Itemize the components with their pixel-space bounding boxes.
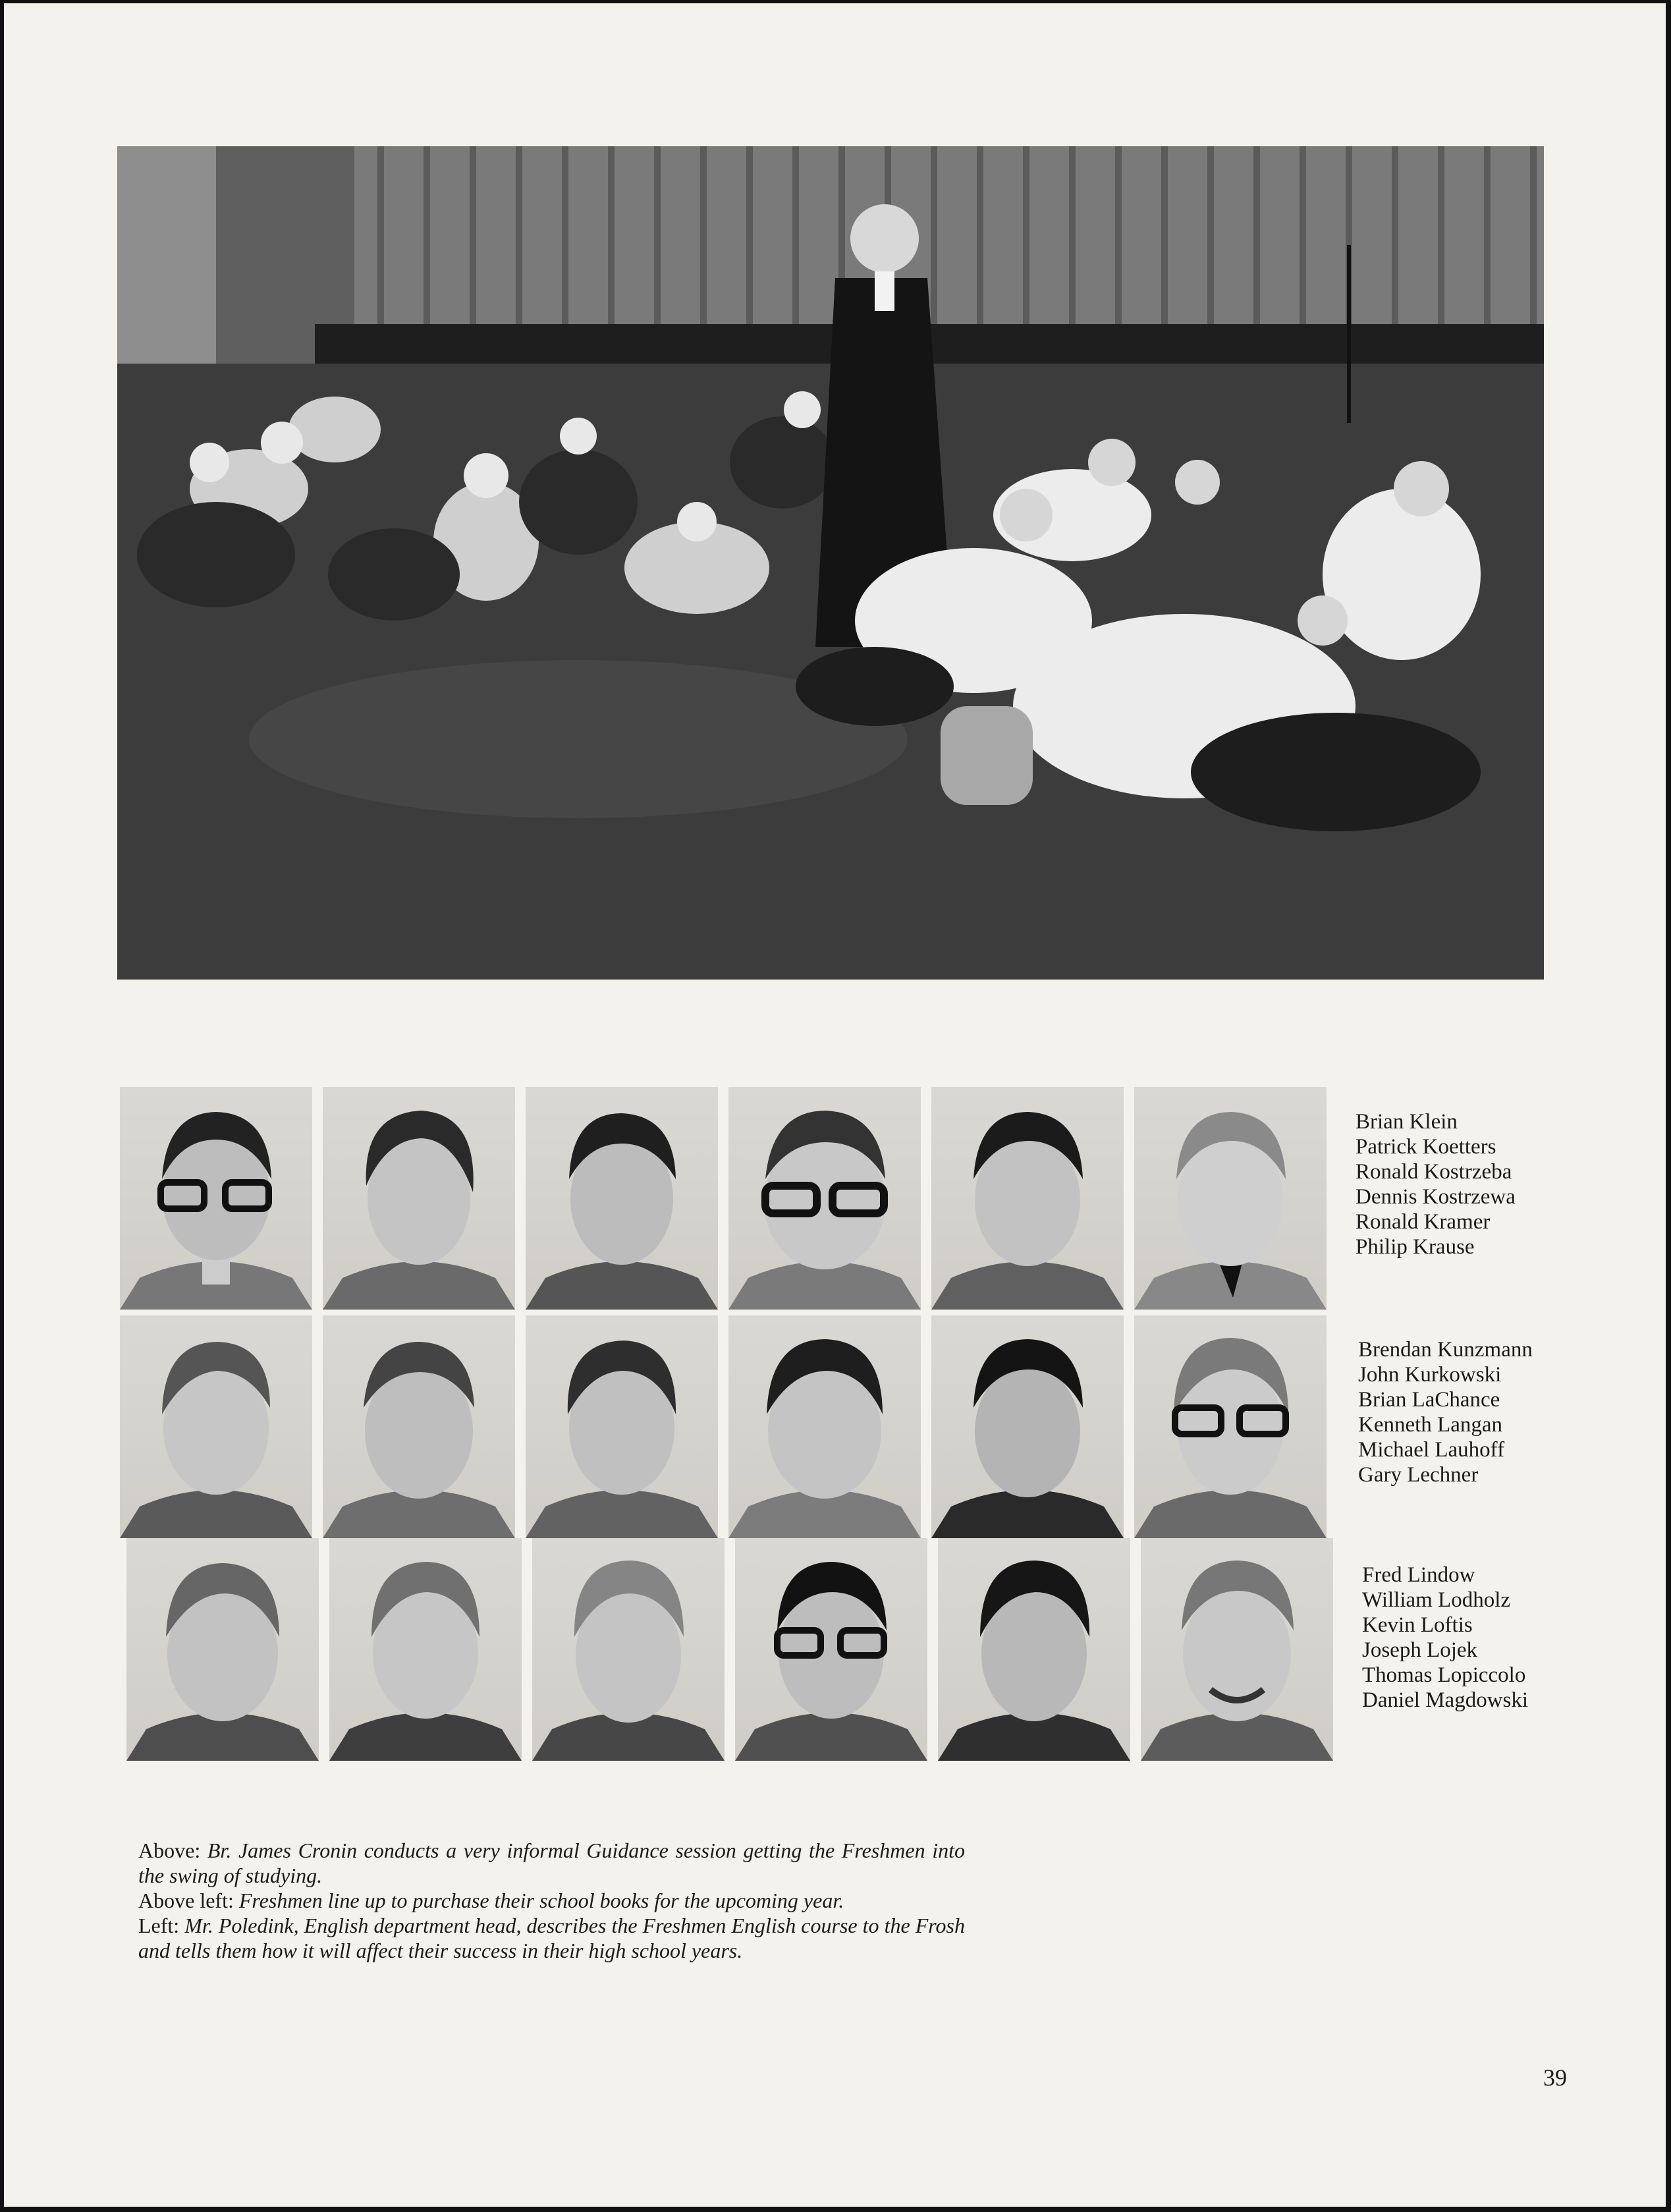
student-name: Ronald Kostrzeba [1356,1160,1512,1184]
caption [138,1888,965,1913]
portrait [1134,1087,1327,1310]
portrait [120,1315,312,1538]
student-name: Kenneth Langan [1358,1413,1502,1437]
caption-lead: Above left: [138,1889,234,1912]
student-name: William Lodholz [1362,1588,1511,1612]
student-name: Patrick Koetters [1356,1135,1496,1159]
portrait [1141,1538,1333,1761]
portrait [126,1538,319,1761]
portrait [735,1538,927,1761]
student-name: John Kurkowski [1358,1363,1502,1387]
page-border-top [0,0,1671,3]
page-border-left [0,0,4,2212]
page-number: 39 [1543,2064,1567,2091]
page-border-bottom [0,2207,1671,2212]
portrait [323,1315,515,1538]
name-list-row-3 [1362,1562,1528,1713]
caption-body: Mr. Poledink, English department head, describes the Freshmen English course to the Frosh and tells them how it will affect their success in their high school years. [138,1914,966,1962]
portrait [526,1315,718,1538]
student-name: Brian Klein [1356,1110,1458,1134]
student-name: Brian LaChance [1358,1388,1500,1412]
portrait [931,1087,1124,1310]
portrait [526,1087,718,1310]
portrait [938,1538,1130,1761]
page-border-right [1666,0,1671,2212]
main-photo [117,146,1544,980]
caption-body: Br. James Cronin conducts a very informal Guidance session getting the Freshmen into the swing of studying. [138,1839,966,1887]
main-photo-illustration [117,146,1544,980]
portrait [329,1538,522,1761]
student-name: Joseph Lojek [1362,1638,1478,1662]
photo-captions [138,1838,965,1963]
caption [138,1838,965,1888]
portrait [931,1315,1124,1538]
student-name: Michael Lauhoff [1358,1438,1505,1462]
name-list-row-1 [1356,1109,1516,1259]
caption-lead: Left: [138,1914,180,1937]
student-name: Philip Krause [1356,1235,1475,1259]
caption [138,1913,965,1963]
portrait [728,1315,921,1538]
portrait [532,1538,725,1761]
student-name: Gary Lechner [1358,1463,1479,1487]
student-name: Thomas Lopiccolo [1362,1663,1526,1687]
portrait [323,1087,515,1310]
student-name: Ronald Kramer [1356,1210,1491,1234]
student-name: Fred Lindow [1362,1563,1475,1587]
portrait [728,1087,921,1310]
student-name: Brendan Kunzmann [1358,1338,1533,1362]
caption-lead: Above: [138,1839,201,1862]
portrait [120,1087,312,1310]
student-name: Dennis Kostrzewa [1356,1185,1516,1209]
caption-body: Freshmen line up to purchase their school books for the upcoming year. [238,1889,844,1912]
portrait [1134,1315,1327,1538]
student-name: Kevin Loftis [1362,1613,1473,1637]
name-list-row-2 [1358,1337,1533,1487]
student-name: Daniel Magdowski [1362,1688,1529,1712]
